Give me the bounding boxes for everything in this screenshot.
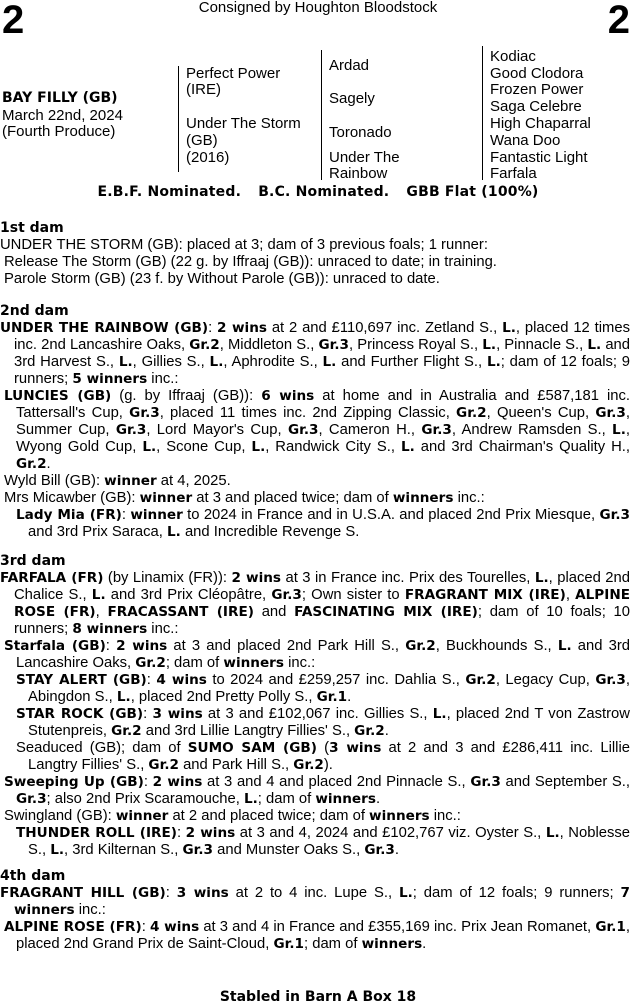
produce-entry: Sweeping Up (GB): 2 wins at 3 and 4 and placed 2nd Pinnacle S., Gr.3 and September S., Gr.3; also 2nd Prix Scaramouche, L.; dam of winners. [4,774,630,807]
dam-line-2: (GB) [186,132,218,149]
third-dam-heading: 3rd dam [0,553,66,569]
lot-number-left: 2 [2,0,25,42]
dam-sire: Toronado [329,124,392,141]
nominations-line [0,184,636,200]
produce-entry: Lady Mia (FR): winner to 2024 in France and in U.S.A. and placed 2nd Prix Miesque, Gr.3 and 3rd Prix Saraca, L. and Incredible Revenge S. [16,507,630,540]
second-dam-section [0,303,630,541]
dam-dam-line-2: Rainbow [329,165,388,182]
pedigree-bracket-1 [178,66,179,172]
nomination-ebf: E.B.F. Nominated. [97,184,242,200]
gen3-1: Kodiac [490,48,536,65]
second-dam-heading: 2nd dam [0,303,69,319]
produce-entry: Parole Storm (GB) (23 f. by Without Parole (GB)): unraced to date. [4,271,440,287]
fourth-dam-entry: FRAGRANT HILL (GB): 3 wins at 2 to 4 inc. Lupe S., L.; dam of 12 foals; 9 runners; 7 winners inc.: [0,885,630,918]
produce-entry: THUNDER ROLL (IRE): 2 wins at 3 and 4, 2024 and £102,767 viz. Oyster S., L., Noblesse S., L., 3rd Kilternan S., Gr.3 and Munster Oaks S., Gr.3. [16,825,630,858]
sire-dam: Sagely [329,90,375,107]
produce-entry: Seaduced (GB); dam of SUMO SAM (GB) (3 wins at 2 and 3 and £286,411 inc. Lillie Langtry Fillies' S., Gr.2 and Park Hill S., Gr.2). [16,740,630,773]
nomination-gbb: GBB Flat (100%) [406,184,539,200]
pedigree-bracket-3 [482,46,483,180]
first-dam-section [0,220,630,288]
produce-entry: Release The Storm (GB) (22 g. by Iffraaj (GB)): unraced to date; in training. [4,254,497,270]
stabling-footer: Stabled in Barn A Box 18 [219,989,417,1005]
sire-line-2: (IRE) [186,81,221,98]
lot-name: BAY FILLY (GB) [2,90,118,106]
produce-entry: Swingland (GB): winner at 2 and placed twice; dam of winners inc.: [4,808,461,824]
first-dam-heading: 1st dam [0,220,64,236]
fourth-dam-heading: 4th dam [0,868,66,884]
sire-sire: Ardad [329,57,370,74]
gen3-6: Wana Doo [490,132,561,149]
dam-line-3: (2016) [186,149,230,166]
gen3-8: Farfala [490,165,537,182]
produce-entry: Mrs Micawber (GB): winner at 3 and placed twice; dam of winners inc.: [4,490,485,506]
first-dam-entry: UNDER THE STORM (GB): placed at 3; dam of 3 previous foals; 1 runner: [0,237,488,253]
lot-produce: (Fourth Produce) [2,123,116,140]
gen3-5: High Chaparral [490,115,591,132]
sire-line-1: Perfect Power [186,65,281,82]
dam-dam-line-1: Under The [329,149,400,166]
second-dam-entry: UNDER THE RAINBOW (GB): 2 wins at 2 and £110,697 inc. Zetland S., L., placed 12 times inc. 2nd Lancashire Oaks, Gr.2, Middleton S., Gr.3, Princess Royal S., L., Pinnacle S., L. and 3rd Harvest S., L., Gillies S., L., Aphrodite S., L. and Further Flight S., L.; dam of 12 foals; 9 runners; 5 winners inc.: [0,320,631,387]
produce-entry: STAY ALERT (GB): 4 wins to 2024 and £259,257 inc. Dahlia S., Gr.2, Legacy Cup, Gr.3, Abingdon S., L., placed 2nd Pretty Polly S., Gr.1. [16,672,630,705]
pedigree-bracket-2 [321,50,322,180]
nomination-bc: B.C. Nominated. [258,184,390,200]
produce-entry: STAR ROCK (GB): 3 wins at 3 and £102,067 inc. Gillies S., L., placed 2nd T von Zastrow Stutenpreis, Gr.2 and 3rd Lillie Langtry Fillies' S., Gr.2. [16,706,630,739]
gen3-3: Frozen Power [490,81,584,98]
third-dam-entry: FARFALA (FR) (by Linamix (FR)): 2 wins at 3 in France inc. Prix des Tourelles, L., placed 2nd Chalice S., L. and 3rd Prix Cléopâtre, Gr.3; Own sister to FRAGRANT MIX (IRE), ALPINE ROSE (FR), FRACASSANT (IRE) and FASCINATING MIX (IRE); dam of 10 foals; 10 runners; 8 winners inc.: [0,570,630,637]
produce-entry: Starfala (GB): 2 wins at 3 and placed 2nd Park Hill S., Gr.2, Buckhounds S., L. and 3rd Lancashire Oaks, Gr.2; dam of winners inc.: [4,638,630,671]
gen3-7: Fantastic Light [490,149,588,166]
fourth-dam-section [0,868,630,953]
produce-entry: ALPINE ROSE (FR): 4 wins at 3 and 4 in France and £355,169 inc. Prix Jean Romanet, Gr.1, placed 2nd Grand Prix de Saint-Cloud, Gr.1; dam of winners. [4,919,630,952]
consignor-line: Consigned by Houghton Bloodstock [198,0,438,16]
third-dam-section [0,553,630,859]
lot-number-right: 2 [607,0,630,42]
produce-entry: Wyld Bill (GB): winner at 4, 2025. [4,473,231,489]
gen3-4: Saga Celebre [490,98,582,115]
lot-foaled: March 22nd, 2024 [2,107,123,124]
produce-entry: LUNCIES (GB) (g. by Iffraaj (GB)): 6 wins at home and in Australia and £587,181 inc. Tattersall's Cup, Gr.3, placed 11 times inc. 2nd Zipping Classic, Gr.2, Queen's Cup, Gr.3, Summer Cup, Gr.3, Lord Mayor's Cup, Gr.3, Cameron H., Gr.3, Andrew Ramsden S., L., Wyong Gold Cup, L., Scone Cup, L., Randwick City S., L. and 3rd Chairman's Quality H., Gr.2. [4,388,630,472]
gen3-2: Good Clodora [490,65,584,82]
dam-line-1: Under The Storm [186,115,301,132]
